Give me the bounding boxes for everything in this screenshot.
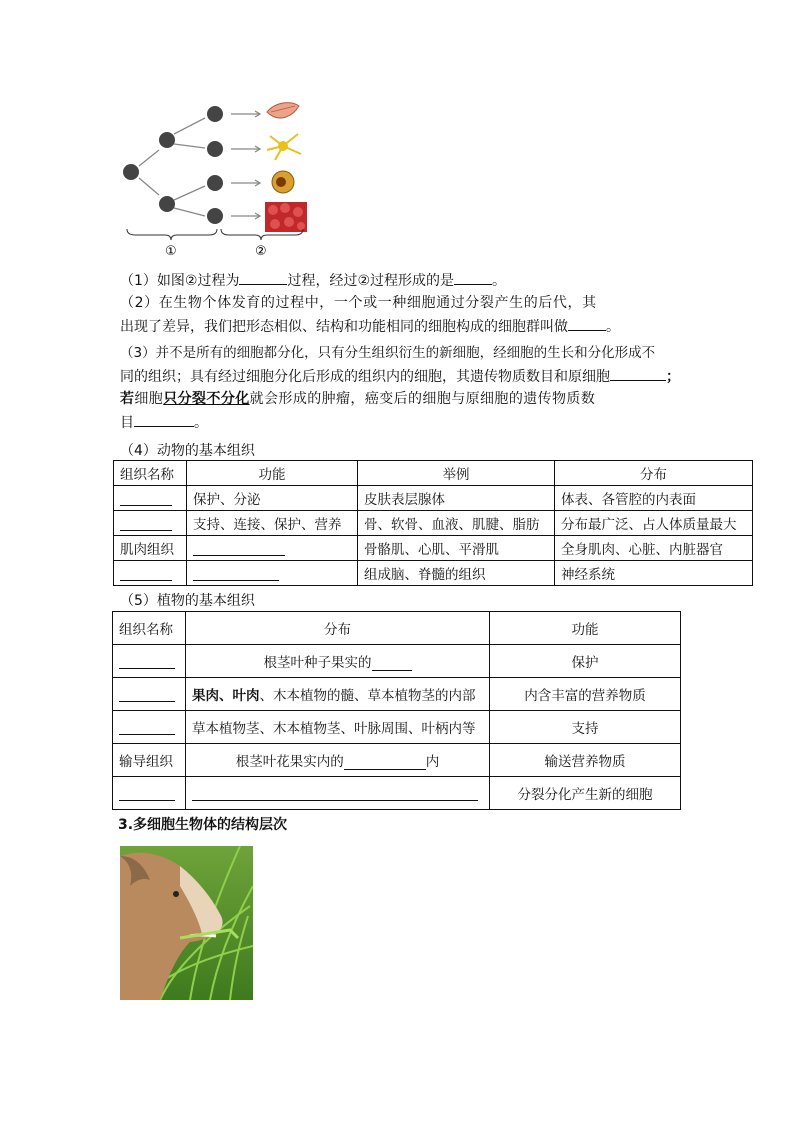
- cell-node: [207, 208, 223, 224]
- answer-blank[interactable]: [120, 566, 172, 581]
- answer-blank[interactable]: [120, 491, 172, 506]
- table-cell: [186, 777, 490, 810]
- table-cell: [186, 744, 490, 777]
- table-cell: 体表、各管腔的内表面: [555, 486, 753, 511]
- table-cell: [114, 561, 187, 586]
- answer-blank[interactable]: [239, 268, 287, 285]
- answer-blank[interactable]: [193, 566, 279, 581]
- cell-node: [207, 106, 223, 122]
- plant-tissue-table: [112, 611, 681, 810]
- table-cell: [114, 486, 187, 511]
- text: （1）如图②过程为: [120, 273, 240, 289]
- text: 只分裂不分化: [163, 391, 250, 407]
- diagram-label-2: ②: [255, 244, 267, 259]
- text: 。: [194, 415, 208, 431]
- table-cell: 内含丰富的营养物质: [490, 678, 681, 711]
- answer-blank[interactable]: [454, 268, 492, 285]
- answer-blank[interactable]: [134, 410, 194, 427]
- cell-node: [207, 175, 223, 191]
- question-1: [120, 268, 675, 292]
- text: 。: [606, 319, 620, 335]
- table-header: 分布: [555, 461, 753, 486]
- table-cell: [187, 561, 358, 586]
- text: 目: [120, 415, 134, 431]
- table-cell: [186, 645, 490, 678]
- text: 。: [492, 273, 507, 289]
- cell-node: [207, 141, 223, 157]
- sheep-eating-grass-photo: [120, 846, 253, 1000]
- cell-node: [159, 132, 175, 148]
- text: （3）并不是所有的细胞都分化，只有分生组织衍生的新细胞，经细胞的生长和分化形成不: [120, 345, 656, 361]
- table-header: 分布: [186, 612, 490, 645]
- answer-blank[interactable]: [610, 364, 666, 381]
- table-cell: [113, 711, 186, 744]
- answer-blank[interactable]: [119, 654, 175, 669]
- question-3: [120, 342, 680, 434]
- answer-blank[interactable]: [344, 755, 426, 770]
- table-cell: [113, 777, 186, 810]
- cell-node: [159, 196, 175, 212]
- table-cell: 分裂分化产生新的细胞: [490, 777, 681, 810]
- nerve-cell-image: [267, 134, 301, 160]
- q5-title: （5）植物的基本组织: [120, 593, 255, 609]
- answer-blank[interactable]: [372, 656, 412, 671]
- animal-tissue-table: [113, 460, 753, 586]
- cell-differentiation-diagram: [115, 98, 315, 260]
- text: （2）在生物个体发育的过程中，一个或一种细胞通过分裂产生的后代，其: [120, 295, 597, 311]
- text: 若: [120, 391, 135, 407]
- answer-blank[interactable]: [568, 314, 606, 331]
- table-cell: 骨骼肌、心肌、平滑肌: [358, 536, 555, 561]
- table-cell: 神经系统: [555, 561, 753, 586]
- answer-blank[interactable]: [119, 687, 175, 702]
- answer-blank[interactable]: [119, 720, 175, 735]
- muscle-tissue-image: [272, 171, 294, 193]
- epithelial-tissue-image: [267, 103, 299, 118]
- text: 就会形成的肿瘤，癌变后的细胞与原细胞的遗传物质数: [249, 391, 596, 407]
- text: 过程，经过②过程形成的是: [287, 273, 455, 289]
- text: 、木本植物的髓、草本植物茎的内部: [259, 688, 476, 704]
- answer-blank[interactable]: [120, 516, 172, 531]
- answer-blank[interactable]: [192, 786, 478, 801]
- table-cell: 肌肉组织: [114, 536, 187, 561]
- table-header: 组织名称: [114, 461, 187, 486]
- text: 根茎叶种子果实的: [263, 655, 372, 671]
- table-header: 功能: [187, 461, 358, 486]
- table-header: 组织名称: [113, 612, 186, 645]
- table-header: 功能: [490, 612, 681, 645]
- table-cell: 骨、软骨、血液、肌腱、脂肪: [358, 511, 555, 536]
- table-cell: 全身肌肉、心脏、内脏器官: [555, 536, 753, 561]
- text: 同的组织；具有经过细胞分化后形成的组织内的细胞，其遗传物质数目和原细胞: [120, 369, 610, 385]
- table-cell: 输送营养物质: [490, 744, 681, 777]
- table-cell: 组成脑、脊髓的组织: [358, 561, 555, 586]
- table-cell: 输导组织: [113, 744, 186, 777]
- table-cell: 皮肤表层腺体: [358, 486, 555, 511]
- question-2: [120, 292, 675, 338]
- table-cell: [114, 511, 187, 536]
- answer-blank[interactable]: [193, 541, 285, 556]
- table-cell: 保护: [490, 645, 681, 678]
- text: 出现了差异，我们把形态相似、结构和功能相同的细胞构成的细胞群叫做: [120, 319, 568, 335]
- text: 果肉、叶肉: [192, 688, 260, 704]
- table-cell: 支持: [490, 711, 681, 744]
- text: ；: [666, 369, 680, 385]
- cell-node: [123, 164, 139, 180]
- section-3-title: 3.多细胞生物体的结构层次: [118, 817, 288, 833]
- table-cell: 保护、分泌: [187, 486, 358, 511]
- text: 根茎叶花果实内的: [235, 754, 344, 770]
- table-cell: 草本植物茎、木本植物茎、叶脉周围、叶柄内等: [186, 711, 490, 744]
- table-cell: [187, 536, 358, 561]
- table-cell: 支持、连接、保护、营养: [187, 511, 358, 536]
- blood-cells-image: [265, 202, 307, 232]
- table-header: 举例: [358, 461, 555, 486]
- q4-title: （4）动物的基本组织: [120, 443, 255, 459]
- table-cell: [113, 678, 186, 711]
- diagram-label-1: ①: [165, 244, 177, 259]
- table-cell: [186, 678, 490, 711]
- text: 细胞: [134, 391, 164, 407]
- answer-blank[interactable]: [119, 786, 175, 801]
- table-cell: [113, 645, 186, 678]
- text: 内: [425, 754, 440, 770]
- table-cell: 分布最广泛、占人体质量最大: [555, 511, 753, 536]
